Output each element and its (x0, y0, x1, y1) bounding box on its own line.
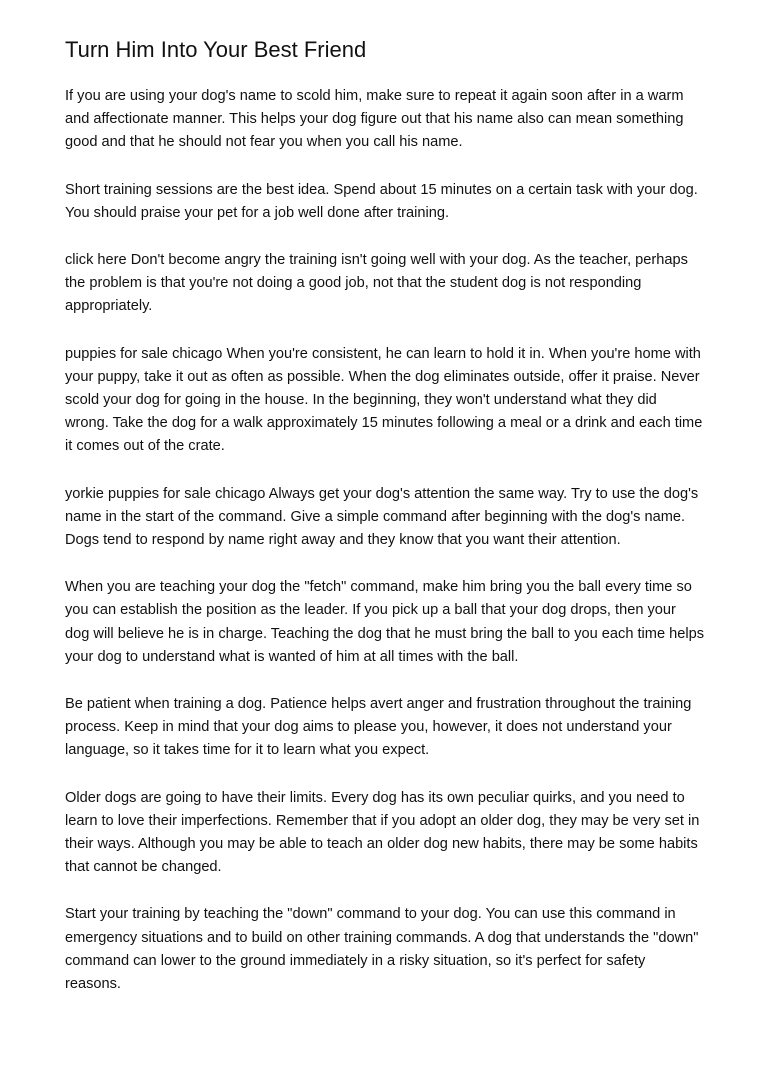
document-title: Turn Him Into Your Best Friend (65, 37, 367, 62)
paragraph-fetch-command: When you are teaching your dog the "fetch" command, make him bring you the ball every time so you can establish the position as the leader. If you pick up a ball that your dog drops, then your dog will believe he is in charge. Teaching the dog that he must bring the ball to you each time helps your dog to understand what is wanted of him at all times with the ball. (65, 579, 705, 665)
paragraph-older-dogs: Older dogs are going to have their limits. Every dog has its own peculiar quirks, and you need to learn to love their imperfections. Remember that if you adopt an older dog, they may be very set in their ways. Although you may be able to teach an older dog new habits, there may be some habits that cannot be changed. (65, 789, 700, 876)
paragraph-down-command: Start your training by teaching the "down" command to your dog. You can use this command in emergency situations and to build on other training commands. A dog that understands the "down" command can lower to the ground immediately in a risky situation, so it's perfect for safety reasons. (65, 906, 699, 993)
paragraph-dog-name: If you are using your dog's name to scold him, make sure to repeat it again soon after in a warm and affectionate manner. This helps your dog figure out that his name also can mean something good and that he should not fear you when you call his name. (65, 88, 684, 151)
paragraph-short-sessions: Short training sessions are the best idea. Spend about 15 minutes on a certain task with your dog. You should praise your pet for a job well done after training. (65, 181, 698, 221)
paragraph-consistency: puppies for sale chicago When you're consistent, he can learn to hold it in. When you're home with your puppy, take it out as often as possible. When the dog eliminates outside, offer it praise. Never scold your dog for going in the house. In the beginning, they won't understand what they did wrong. Take the dog for a walk approximately 15 minutes following a meal or a drink and each time it comes out of the crate. (65, 345, 703, 455)
paragraph-get-attention: yorkie puppies for sale chicago Always get your dog's attention the same way. Try to use the dog's name in the start of the command. Give a simple command after beginning with the dog's name. Dogs tend to respond by name right away and they know that you want their attention. (65, 485, 699, 549)
paragraph-dont-become-angry: click here Don't become angry the training isn't going well with your dog. As the teacher, perhaps the problem is that you're not doing a good job, not that the student dog is not responding appropriately. (65, 252, 688, 315)
paragraph-be-patient: Be patient when training a dog. Patience helps avert anger and frustration throughout the training process. Keep in mind that your dog aims to please you, however, it does not understand your language, so it takes time for it to learn what you expect. (65, 696, 692, 759)
